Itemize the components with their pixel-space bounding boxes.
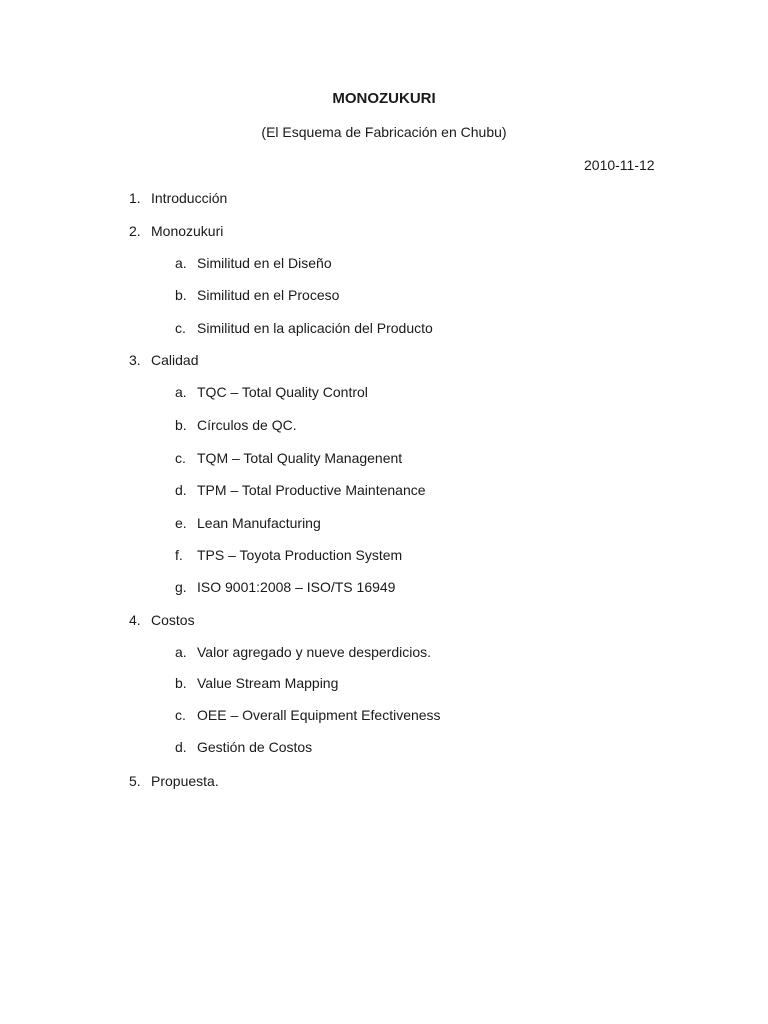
outline-subitem-label: TQM – Total Quality Managenent [197,450,403,466]
document-title: MONOZUKURI [332,90,436,107]
outline-subitem-label: Lean Manufacturing [197,515,321,531]
outline-subitem-letter: c. [175,320,186,336]
document-subtitle: (El Esquema de Fabricación en Chubu) [261,124,507,140]
outline-subitem-label: TQC – Total Quality Control [197,384,368,400]
outline-subitem-label: Gestión de Costos [197,739,313,755]
outline-item-number: 4. [129,612,141,628]
outline-subitem-letter: c. [175,450,186,466]
outline-subitem-letter: b. [175,675,187,691]
outline-subitem-letter: c. [175,707,186,723]
outline-item-label: Costos [151,612,195,628]
outline-subitem-letter: f. [175,547,183,563]
outline-item-label: Introducción [151,190,228,206]
outline-item-number: 1. [129,190,141,206]
outline-subitem-label: TPM – Total Productive Maintenance [197,482,426,498]
outline-subitem-letter: b. [175,287,187,303]
outline-item-number: 5. [129,773,141,789]
outline-subitem-letter: b. [175,417,187,433]
outline-subitem-letter: a. [175,644,187,660]
document-date: 2010-11-12 [584,157,655,173]
outline-subitem-label: Círculos de QC. [197,417,297,433]
outline-subitem-label: ISO 9001:2008 – ISO/TS 16949 [197,579,396,595]
outline-subitem-letter: d. [175,482,187,498]
outline-subitem-letter: g. [175,579,187,595]
outline-item-label: Propuesta. [151,773,219,789]
outline-subitem-letter: d. [175,739,187,755]
outline-subitem-letter: a. [175,384,187,400]
outline-subitem-letter: e. [175,515,187,531]
outline-subitem-letter: a. [175,255,187,271]
outline-item-number: 3. [129,352,141,368]
outline-item-label: Monozukuri [151,223,224,239]
outline-item-label: Calidad [151,352,199,368]
outline-subitem-label: Similitud en el Diseño [197,255,332,271]
outline-subitem-label: OEE – Overall Equipment Efectiveness [197,707,441,723]
outline-subitem-label: Valor agregado y nueve desperdicios. [197,644,432,660]
outline-subitem-label: TPS – Toyota Production System [197,547,403,563]
outline-item-number: 2. [129,223,141,239]
outline-subitem-label: Similitud en la aplicación del Producto [197,320,433,336]
outline-subitem-label: Value Stream Mapping [197,675,339,691]
outline-subitem-label: Similitud en el Proceso [197,287,340,303]
